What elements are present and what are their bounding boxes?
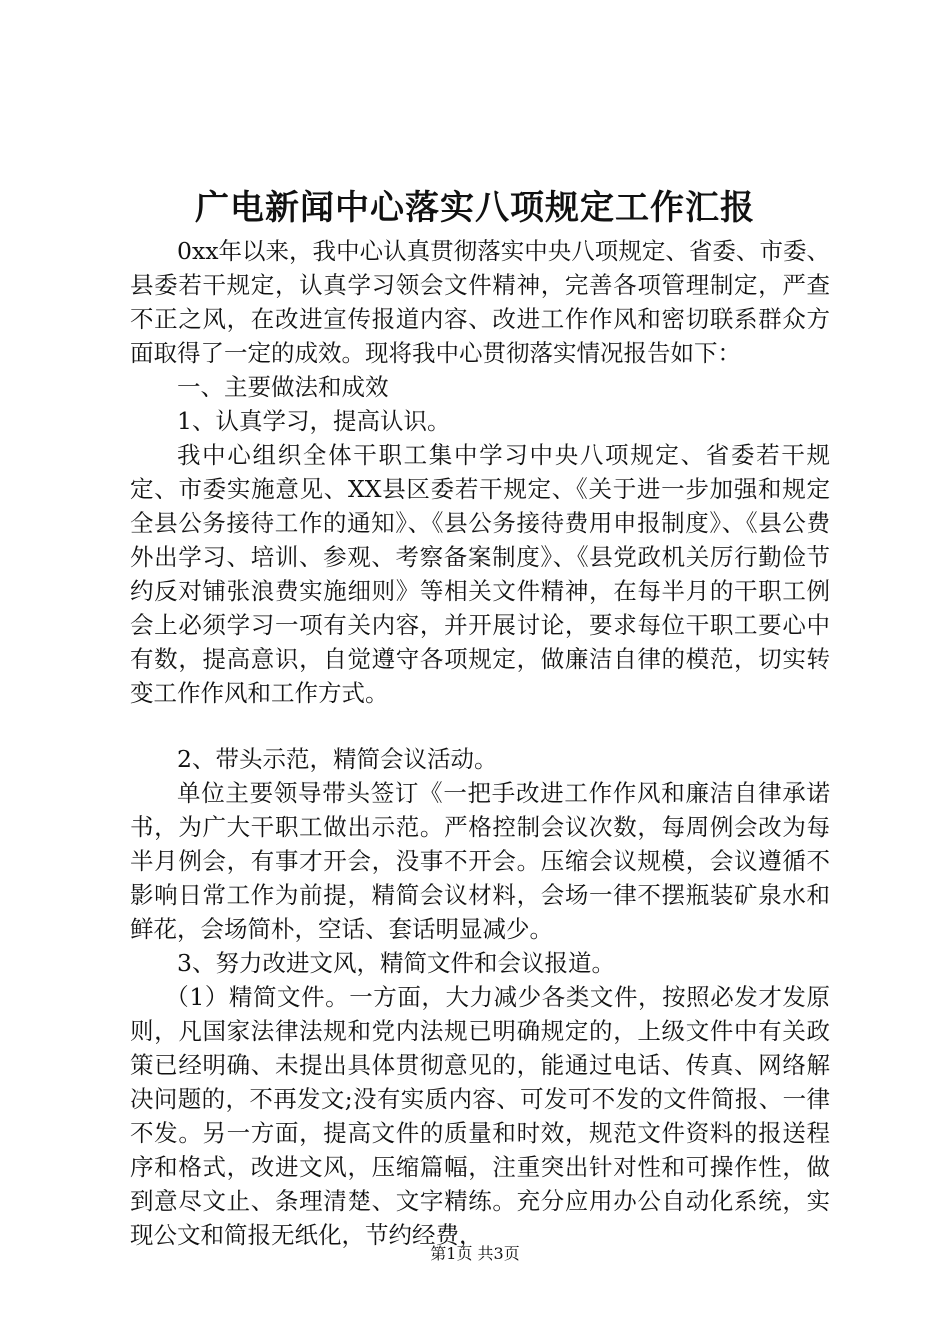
page-footer: 第1页 共3页 <box>430 1244 520 1263</box>
document-title: 广电新闻中心落实八项规定工作汇报 <box>195 188 755 228</box>
section-heading: 一、主要做法和成效 <box>177 373 389 401</box>
subheading-3: 3、努力改进文风，精简文件和会议报道。 <box>177 949 615 977</box>
document-body <box>130 234 830 1252</box>
paragraph-study: 我中心组织全体干职工集中学习中央八项规定、省委若干规定、市委实施意见、XX县区委若干规定、《关于进一步加强和规定全县公务接待工作的通知》、《县公务接待费用申报制度》、《县公费外出学习、培训、参观、考察备案制度》、《县党政机关厉行勤俭节约反对铺张浪费实施细则》等相关文件精神，在每半月的干职工例会上必须学习一项有关内容，并开展讨论，要求每位干职工要心中有数，提高意识，自觉遵守各项规定，做廉洁自律的模范，切实转变工作作风和工作方式。 <box>130 441 830 707</box>
paragraph-intro: 0xx年以来，我中心认真贯彻落实中央八项规定、省委、市委、县委若干规定，认真学习领会文件精神，完善各项管理制定，严查不正之风，在改进宣传报道内容、改进工作作风和密切联系群众方面取得了一定的成效。现将我中心贯彻落实情况报告如下： <box>130 237 830 367</box>
paragraph-meetings: 单位主要领导带头签订《一把手改进工作作风和廉洁自律承诺书，为广大干职工做出示范。严格控制会议次数，每周例会改为每半月例会，有事才开会，没事不开会。压缩会议规模，会议遵循不影响日常工作为前提，精简会议材料，会场一律不摆瓶装矿泉水和鲜花，会场简朴，空话、套话明显减少。 <box>130 779 830 943</box>
paragraph-documents: （1）精简文件。一方面，大力减少各类文件，按照必发才发原则，凡国家法律法规和党内法规已明确规定的，上级文件中有关政策已经明确、未提出具体贯彻意见的，能通过电话、传真、网络解决问题的，不再发文;没有实质内容、可发可不发的文件简报、一律不发。另一方面，提高文件的质量和时效，规范文件资料的报送程序和格式，改进文风，压缩篇幅，注重突出针对性和可操作性，做到意尽文止、条理清楚、文字精练。充分应用办公自动化系统，实现公文和简报无纸化，节约经费， <box>130 983 830 1249</box>
subheading-2: 2、带头示范，精简会议活动。 <box>177 745 498 773</box>
subheading-1: 1、认真学习，提高认识。 <box>177 407 451 435</box>
